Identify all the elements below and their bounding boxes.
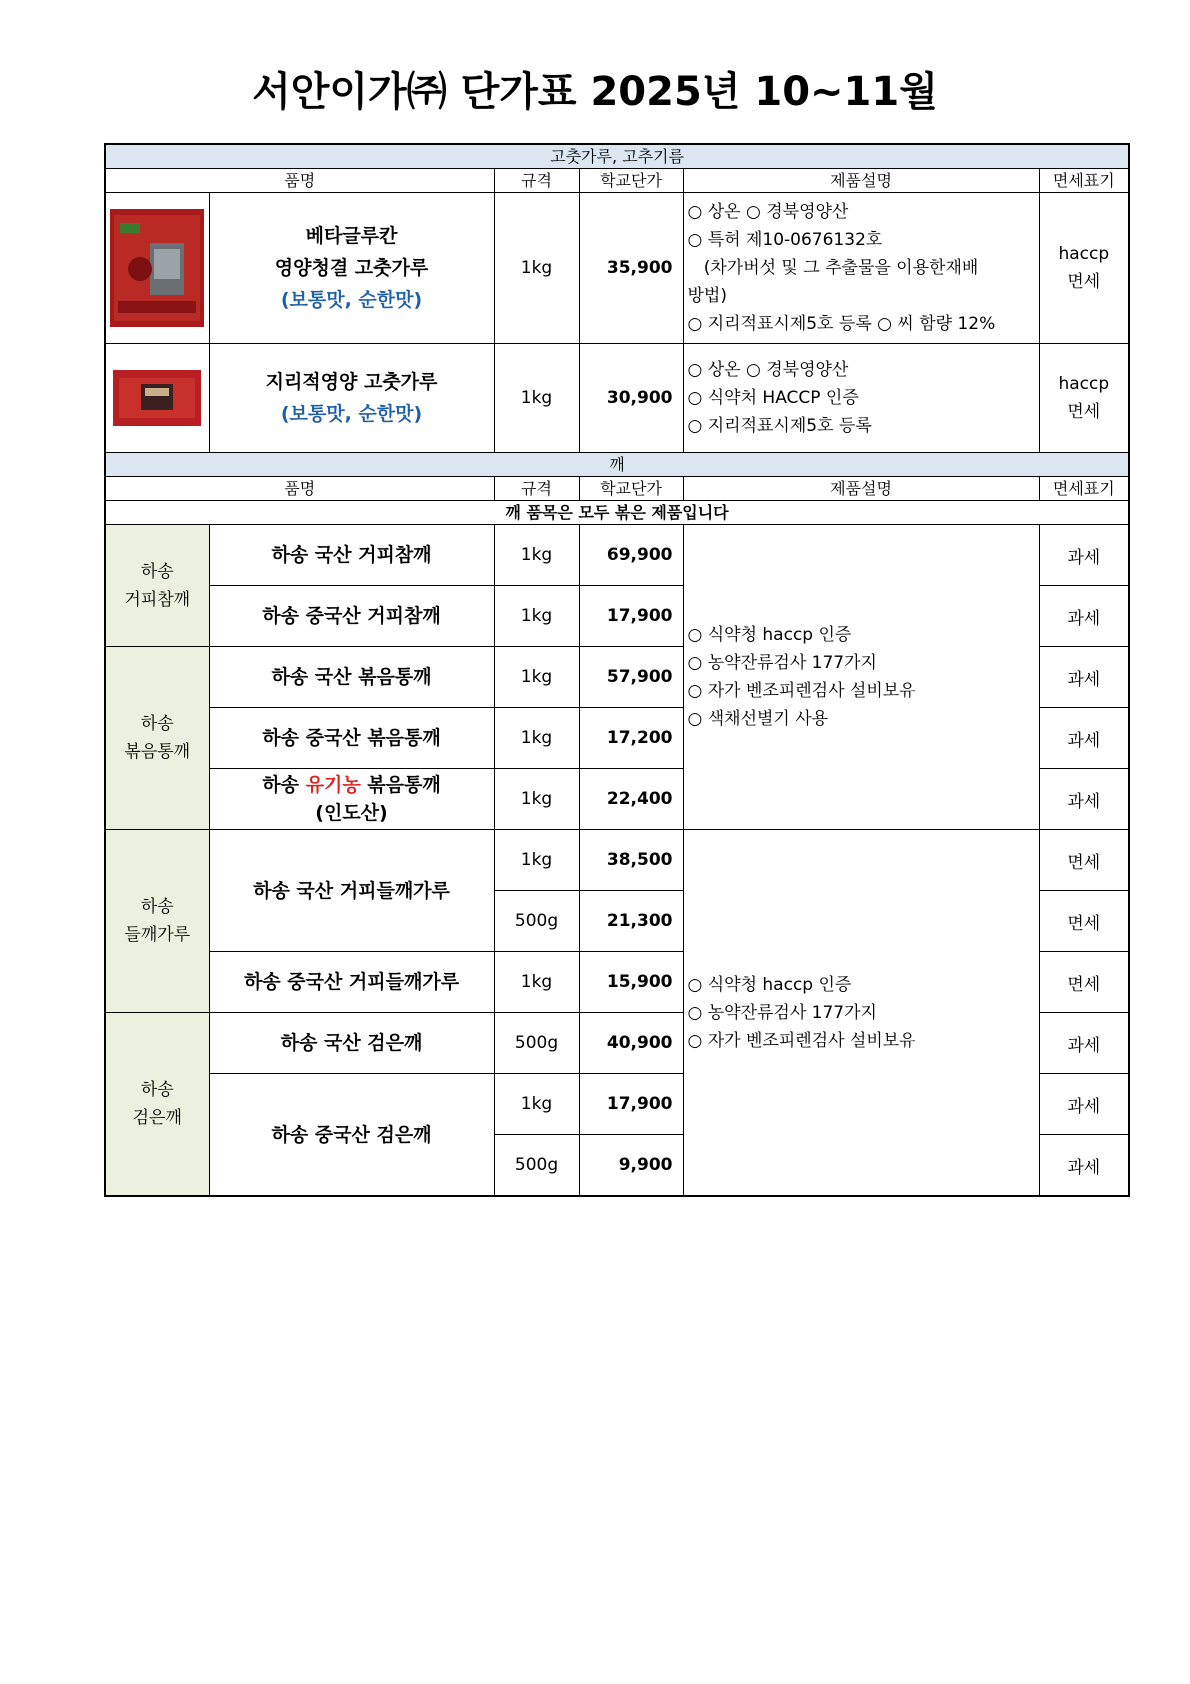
- product-name-line1: 지리적영양 고춧가루: [265, 371, 438, 393]
- price-cell: 17,900: [579, 1074, 683, 1135]
- price-cell: 17,900: [579, 586, 683, 647]
- spec-cell: 500g: [494, 1013, 579, 1074]
- section-title: 고춧가루, 고추기름: [105, 144, 1129, 169]
- spec-cell: 1kg: [494, 193, 579, 344]
- price-cell: 22,400: [579, 769, 683, 830]
- description-line: ○ 지리적표시제5호 등록 ○ 씨 함량 12%: [687, 314, 996, 334]
- tax-cell: [1039, 193, 1129, 344]
- category-line2: 볶음통깨: [124, 742, 191, 762]
- description-line: ○ 색채선별기 사용: [687, 709, 829, 729]
- category-line2: 검은깨: [132, 1108, 182, 1128]
- product-image-cell: [105, 344, 209, 453]
- product-name: 하송 국산 거피들깨가루: [209, 830, 494, 952]
- tax-cell: 과세: [1039, 708, 1129, 769]
- category-cell: [105, 525, 209, 647]
- tax-cell: [1039, 344, 1129, 453]
- tax-cell: 과세: [1039, 1135, 1129, 1197]
- spec-cell: 1kg: [494, 1074, 579, 1135]
- product-name: 하송 국산 볶음통깨: [209, 647, 494, 708]
- tax-cell: 과세: [1039, 525, 1129, 586]
- product-name: [209, 769, 494, 830]
- section-header-sesame: [105, 453, 1129, 477]
- product-name: 하송 국산 검은깨: [209, 1013, 494, 1074]
- product-package-image: [110, 209, 204, 327]
- description-line: ○ 상온 ○ 경북영양산: [687, 202, 849, 222]
- product-origin: (인도산): [315, 802, 388, 824]
- description-line: (차가버섯 및 그 추출물을 이용한재배: [687, 258, 979, 278]
- tax-haccp: haccp: [1058, 244, 1110, 264]
- page-title: 서안이가㈜ 단가표 2025년 10~11월: [252, 69, 938, 115]
- organic-label: 유기농: [305, 774, 361, 796]
- category-line1: 하송: [140, 561, 174, 582]
- col-header-spec: 규격: [494, 477, 579, 501]
- category-line1: 하송: [140, 897, 174, 917]
- col-header-name: 품명: [105, 477, 494, 501]
- category-cell: [105, 830, 209, 1013]
- description-cell: [683, 344, 1039, 453]
- tax-cell: 과세: [1039, 647, 1129, 708]
- description-line: ○ 농약잔류검사 177가지: [687, 1002, 877, 1023]
- description-line: ○ 자가 벤조피렌검사 설비보유: [687, 1030, 916, 1051]
- name-prefix: 하송: [262, 774, 306, 796]
- product-image-cell: [105, 193, 209, 344]
- spec-cell: 1kg: [494, 830, 579, 891]
- product-name: 하송 중국산 거피들깨가루: [209, 952, 494, 1013]
- spec-cell: 1kg: [494, 952, 579, 1013]
- description-line: 방법): [687, 286, 727, 306]
- category-line1: 하송: [140, 714, 174, 734]
- description-line: ○ 농약잔류검사 177가지: [687, 653, 877, 673]
- table-row: [105, 344, 1129, 453]
- price-cell: 9,900: [579, 1135, 683, 1197]
- product-name: 하송 국산 거피참깨: [209, 525, 494, 586]
- price-cell: 57,900: [579, 647, 683, 708]
- section-title: 깨: [105, 453, 1129, 477]
- category-cell: [105, 647, 209, 830]
- price-cell: 21,300: [579, 891, 683, 952]
- spec-cell: 1kg: [494, 586, 579, 647]
- price-cell: 40,900: [579, 1013, 683, 1074]
- col-header-desc: 제품설명: [683, 169, 1039, 193]
- spec-cell: 1kg: [494, 769, 579, 830]
- price-cell: 30,900: [579, 344, 683, 453]
- description-line: ○ 상온 ○ 경북영양산: [687, 360, 849, 380]
- tax-cell: 면세: [1039, 891, 1129, 952]
- description-cell: [683, 193, 1039, 344]
- col-header-spec: 규격: [494, 169, 579, 193]
- product-flavor: (보통맛, 순한맛): [280, 403, 423, 425]
- tax-cell: 과세: [1039, 586, 1129, 647]
- price-table: [104, 143, 1130, 1197]
- col-header-desc: 제품설명: [683, 477, 1039, 501]
- section-header-pepper: [105, 144, 1129, 169]
- description-line: ○ 특허 제10-0676132호: [687, 230, 883, 250]
- col-header-tax: 면세표기: [1039, 477, 1129, 501]
- product-name: 하송 중국산 볶음통깨: [209, 708, 494, 769]
- spec-cell: 1kg: [494, 708, 579, 769]
- product-package-image: [113, 370, 201, 426]
- product-name-line1: [210, 771, 494, 799]
- table-row: [105, 193, 1129, 344]
- col-header-price: 학교단가: [579, 169, 683, 193]
- tax-cell: 과세: [1039, 769, 1129, 830]
- col-header-tax: 면세표기: [1039, 169, 1129, 193]
- category-line2: 들깨가루: [124, 925, 191, 945]
- tax-cell: 면세: [1039, 952, 1129, 1013]
- tax-label: 면세: [1067, 272, 1101, 292]
- category-line1: 하송: [140, 1080, 174, 1100]
- category-cell: [105, 1013, 209, 1197]
- price-cell: 17,200: [579, 708, 683, 769]
- product-name: 하송 중국산 거피참깨: [209, 586, 494, 647]
- note-row: [105, 501, 1129, 525]
- description-cell: [683, 525, 1039, 830]
- product-name-line1: 베타글루칸: [305, 225, 398, 247]
- tax-haccp: haccp: [1058, 374, 1110, 394]
- roasted-note: 깨 품목은 모두 볶은 제품입니다: [105, 501, 1129, 525]
- tax-cell: 과세: [1039, 1074, 1129, 1135]
- description-line: ○ 지리적표시제5호 등록: [687, 416, 872, 436]
- price-cell: 35,900: [579, 193, 683, 344]
- spec-cell: 1kg: [494, 344, 579, 453]
- col-header-price: 학교단가: [579, 477, 683, 501]
- description-line: ○ 식약청 haccp 인증: [687, 974, 852, 995]
- tax-cell: 과세: [1039, 1013, 1129, 1074]
- tax-cell: 면세: [1039, 830, 1129, 891]
- spec-cell: 1kg: [494, 525, 579, 586]
- description-line: ○ 식약처 HACCP 인증: [687, 388, 859, 408]
- product-name: 하송 중국산 검은깨: [209, 1074, 494, 1197]
- spec-cell: 1kg: [494, 647, 579, 708]
- product-name-cell: [209, 344, 494, 453]
- name-suffix: 볶음통깨: [360, 774, 441, 796]
- category-line2: 거피참깨: [124, 589, 191, 610]
- col-header-name: 품명: [105, 169, 494, 193]
- description-line: ○ 자가 벤조피렌검사 설비보유: [687, 681, 916, 701]
- product-flavor: (보통맛, 순한맛): [280, 289, 423, 311]
- column-header-row: [105, 477, 1129, 501]
- table-row: [105, 525, 1129, 586]
- column-header-row: [105, 169, 1129, 193]
- product-name-line2: 영양청결 고춧가루: [274, 257, 429, 279]
- spec-cell: 500g: [494, 1135, 579, 1197]
- description-cell: [683, 830, 1039, 1197]
- table-row: [105, 830, 1129, 891]
- description-line: ○ 식약청 haccp 인증: [687, 625, 852, 645]
- tax-label: 면세: [1067, 402, 1101, 422]
- price-cell: 38,500: [579, 830, 683, 891]
- product-name-cell: [209, 193, 494, 344]
- spec-cell: 500g: [494, 891, 579, 952]
- price-cell: 15,900: [579, 952, 683, 1013]
- price-cell: 69,900: [579, 525, 683, 586]
